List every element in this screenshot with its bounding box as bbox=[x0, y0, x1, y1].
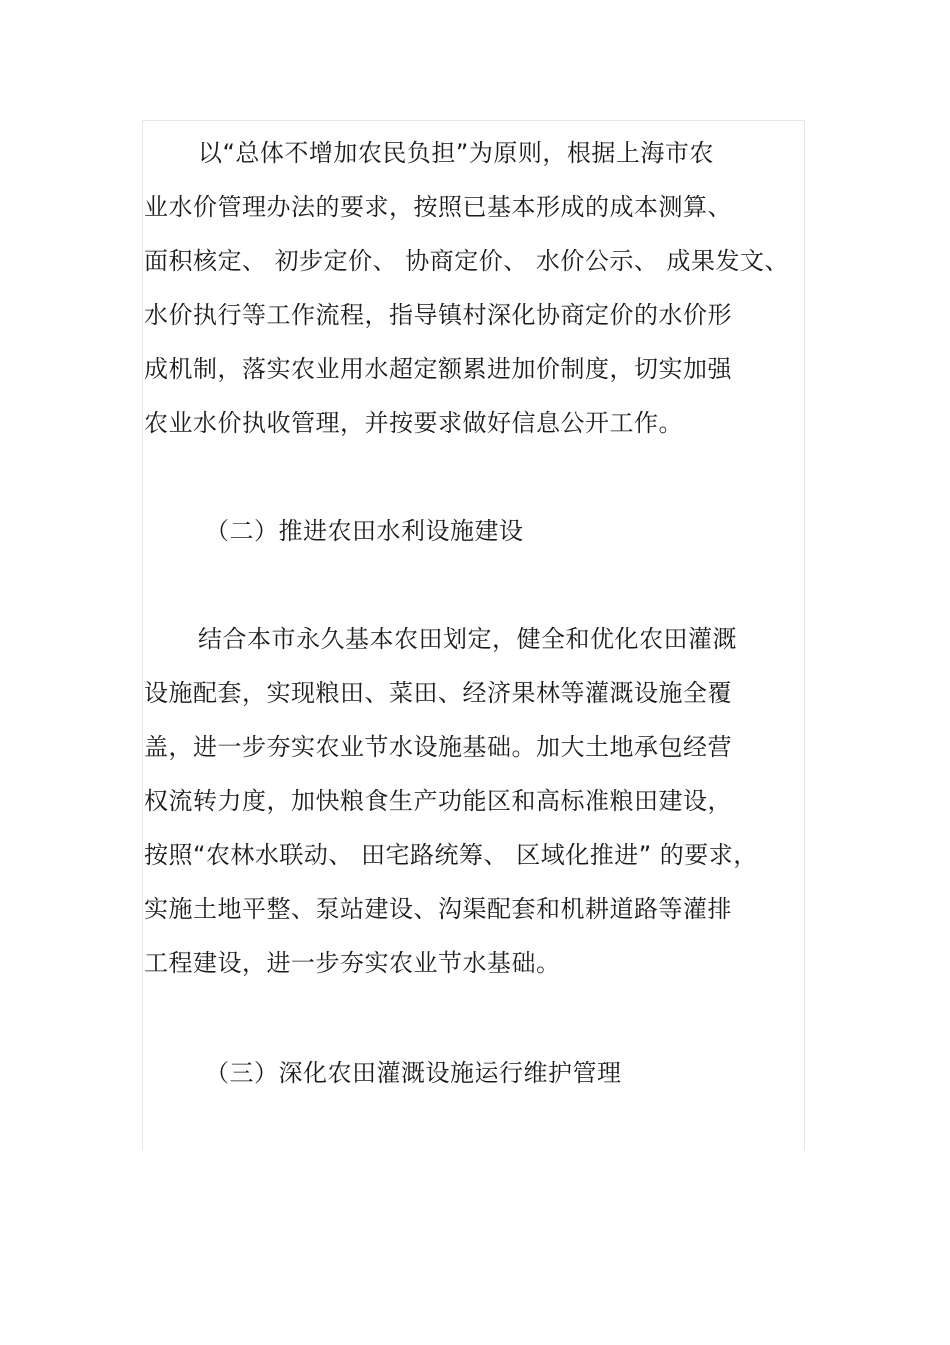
paragraph-1-line-1: 以“总体不增加农民负担”为原则，根据上海市农 bbox=[198, 139, 714, 167]
paragraph-1-line-4: 水价执行等工作流程，指导镇村深化协商定价的水价形 bbox=[144, 301, 732, 329]
paragraph-2-line-6: 实施土地平整、泵站建设、沟渠配套和机耕道路等灌排 bbox=[144, 895, 732, 923]
paragraph-1-line-3: 面积核定、 初步定价、 协商定价、 水价公示、 成果发文、 bbox=[144, 247, 790, 275]
section-heading-3: （三）深化农田灌溉设施运行维护管理 bbox=[205, 1059, 622, 1087]
paragraph-2-line-3: 盖，进一步夯实农业节水设施基础。加大土地承包经营 bbox=[144, 733, 732, 761]
paragraph-2-line-2: 设施配套，实现粮田、菜田、经济果林等灌溉设施全覆 bbox=[144, 679, 732, 707]
paragraph-2-line-1: 结合本市永久基本农田划定，健全和优化农田灌溉 bbox=[198, 625, 737, 653]
paragraph-2-line-4: 权流转力度，加快粮食生产功能区和高标准粮田建设， bbox=[144, 787, 732, 815]
section-heading-2: （二）推进农田水利设施建设 bbox=[205, 517, 524, 545]
paragraph-1-line-2: 业水价管理办法的要求，按照已基本形成的成本测算、 bbox=[144, 193, 732, 221]
paragraph-1-line-5: 成机制，落实农业用水超定额累进加价制度，切实加强 bbox=[144, 355, 732, 383]
paragraph-2-line-7: 工程建设，进一步夯实农业节水基础。 bbox=[144, 949, 561, 977]
paragraph-1-line-6: 农业水价执收管理，并按要求做好信息公开工作。 bbox=[144, 409, 683, 437]
paragraph-2-line-5: 按照“农林水联动、 田宅路统筹、 区域化推进” 的要求， bbox=[144, 841, 758, 869]
